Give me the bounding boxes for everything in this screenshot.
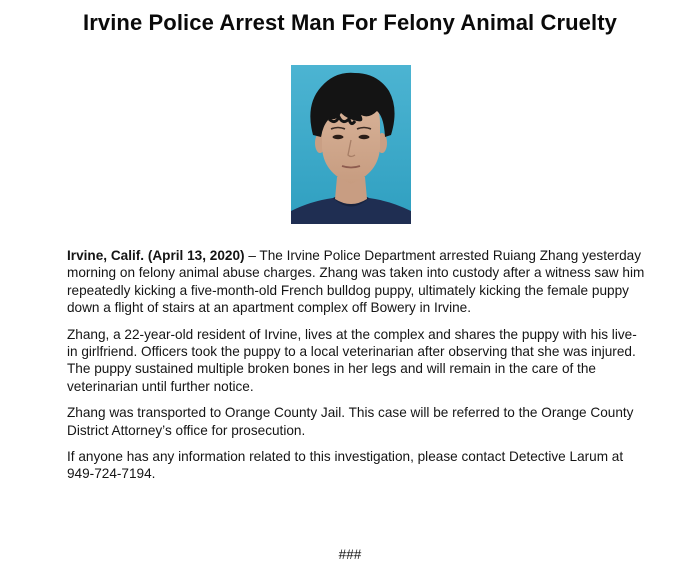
end-mark: ###: [338, 547, 362, 562]
paragraph-3: Zhang was transported to Orange County Jail. This case will be referred to the Orange County District Attorney’s office for prosecution.: [67, 405, 634, 438]
paragraph-4: If anyone has any information related to this investigation, please contact Detective Larum at 949-724-7194.: [67, 449, 624, 482]
paragraph-1-text: – The Irvine Police Department arrested Ruiang Zhang yesterday morning on felony animal abuse charges. Zhang was taken into custody after a witness saw him repeatedly kicking a five-month-old French bulldog puppy, ultimately kicking the female puppy down a flight of stairs at an apartment complex off Bowery in Irvine.: [67, 248, 645, 316]
mugshot-photo: [291, 65, 411, 224]
paragraph-2: Zhang, a 22-year-old resident of Irvine, lives at the complex and shares the puppy with his live-in girlfriend. Officers took the puppy to a local veterinarian after observing that she was injured. The puppy sustained multiple broken bones in her legs and will remain in the care of the veterinarian until further notice.: [67, 326, 637, 394]
dateline: Irvine, Calif. (April 13, 2020): [67, 248, 245, 263]
article-body: [67, 247, 647, 492]
paragraph-1: [67, 247, 647, 317]
headline: Irvine Police Arrest Man For Felony Animal Cruelty: [83, 10, 617, 35]
